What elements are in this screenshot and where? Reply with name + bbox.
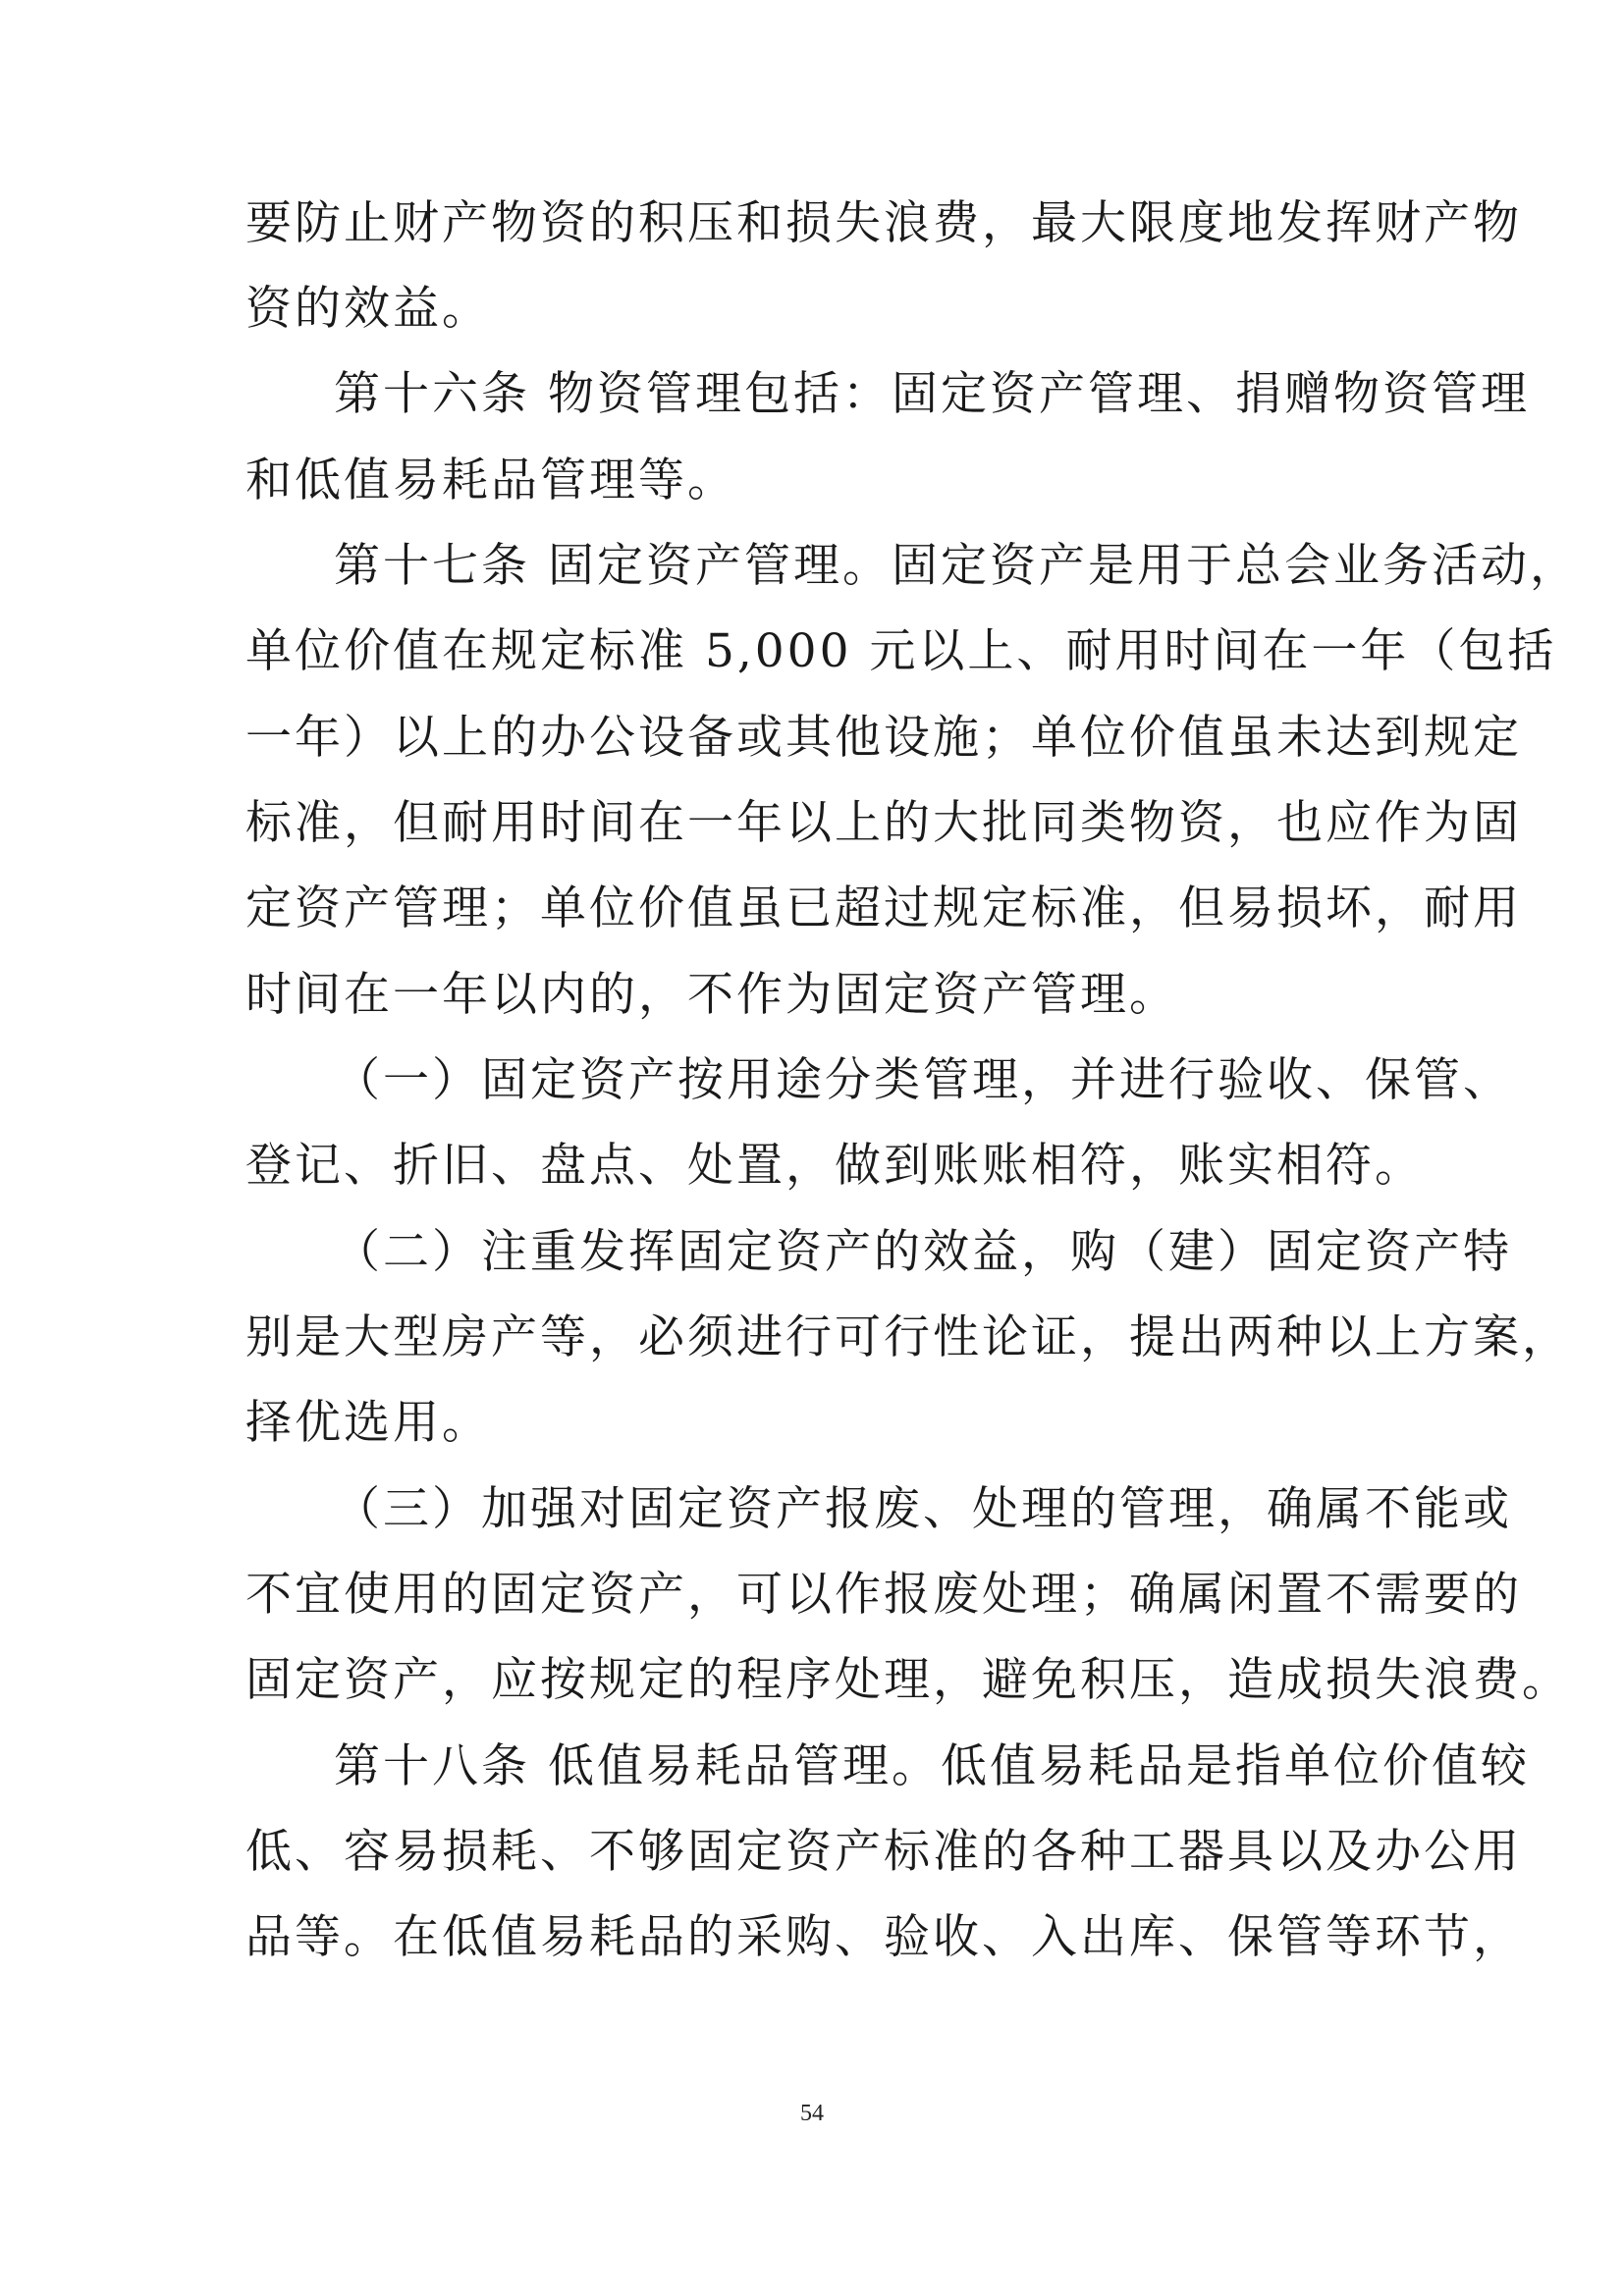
text-line: 一年）以上的办公设备或其他设施；单位价值虽未达到规定: [245, 711, 1522, 765]
text-line: 品等。在低值易耗品的采购、验收、入出库、保管等环节，: [245, 1910, 1522, 1964]
text-line: 资的效益。: [245, 282, 491, 336]
text-line: 和低值易耗品管理等。: [245, 454, 736, 507]
text-line: 低、容易损耗、不够固定资产标准的各种工器具以及办公用: [245, 1825, 1522, 1879]
item-2-line: （二）注重发挥固定资产的效益，购（建）固定资产特: [334, 1225, 1512, 1279]
text-line: 固定资产，应按规定的程序处理，避免积压，造成损失浪费。: [245, 1653, 1571, 1707]
text-line: 择优选用。: [245, 1396, 491, 1450]
page-number: 54: [800, 2101, 824, 2126]
text-line: 登记、折旧、盘点、处置，做到账账相符，账实相符。: [245, 1139, 1424, 1193]
text-line: 不宜使用的固定资产，可以作报废处理；确属闲置不需要的: [245, 1568, 1522, 1622]
text-line: 定资产管理；单位价值虽已超过规定标准，但易损坏，耐用: [245, 881, 1522, 935]
text-line: 标准，但耐用时间在一年以上的大批同类物资，也应作为固: [245, 796, 1522, 850]
item-1-line: （一）固定资产按用途分类管理，并进行验收、保管、: [334, 1053, 1512, 1107]
article-18-heading-line: 第十八条 低值易耗品管理。低值易耗品是指单位价值较: [334, 1739, 1530, 1793]
text-line: 要防止财产物资的积压和损失浪费，最大限度地发挥财产物: [245, 196, 1522, 250]
text-line: 别是大型房产等，必须进行可行性论证，提出两种以上方案，: [245, 1310, 1571, 1364]
text-line: 单位价值在规定标准 5,000 元以上、耐用时间在一年（包括: [245, 624, 1557, 678]
text-line: 时间在一年以内的，不作为固定资产管理。: [245, 968, 1178, 1022]
article-16-heading-line: 第十六条 物资管理包括：固定资产管理、捐赠物资管理: [334, 367, 1530, 421]
item-3-line: （三）加强对固定资产报废、处理的管理，确属不能或: [334, 1482, 1512, 1536]
article-17-heading-line: 第十七条 固定资产管理。固定资产是用于总会业务活动，: [334, 539, 1579, 593]
